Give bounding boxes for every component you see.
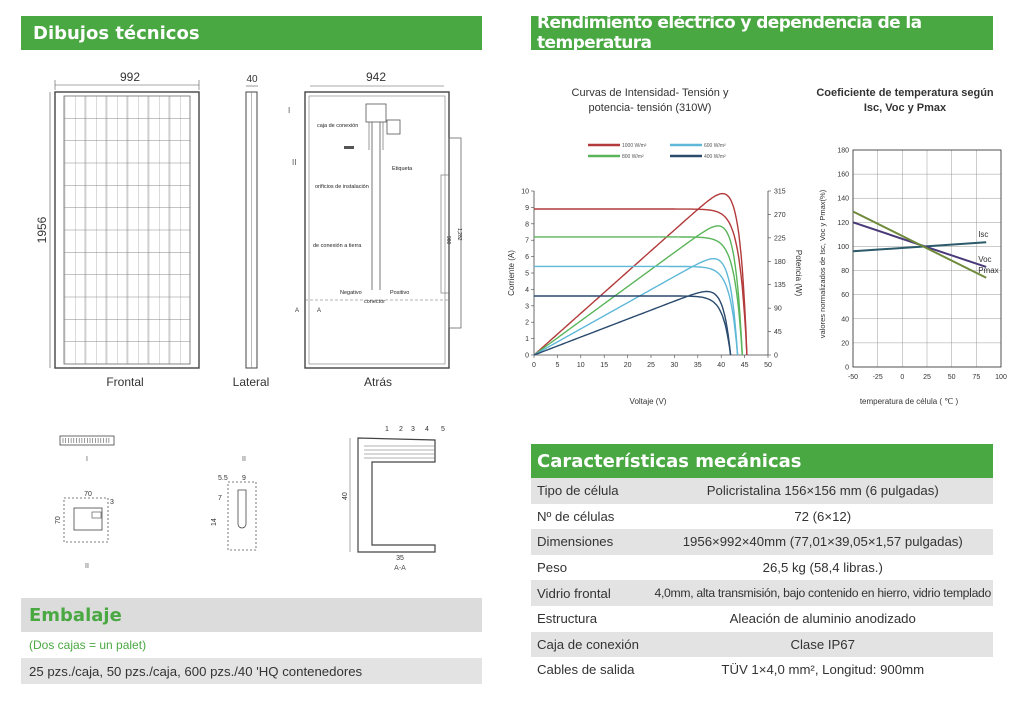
detail-3-dim-1: 5.5 (218, 475, 228, 482)
detail-1-label: I (86, 456, 88, 463)
spec-row (531, 555, 993, 581)
spec-value: Clase IP67 (652, 632, 993, 658)
temp-x-tick-label: -50 (847, 374, 859, 381)
detail-3-dim-3: 14 (211, 518, 218, 526)
iv-chart-title-line1: Curvas de Intensidad- Tensión y (571, 87, 729, 99)
drawings-title: Dibujos técnicos (33, 22, 200, 44)
dim-a-callout: 980 (445, 236, 451, 245)
technical-drawings (0, 60, 500, 590)
packaging-title: Embalaje (29, 604, 122, 626)
side-view-label: Lateral (232, 375, 270, 389)
iv-x-tick-label: 35 (693, 362, 702, 369)
temp-y-tick-label: 0 (845, 364, 849, 372)
spec-value: 26,5 kg (58,4 libras.) (652, 555, 993, 581)
junction-box-callout: caja de conexión (317, 123, 359, 129)
front-width-label: 992 (119, 70, 141, 84)
connector-callout: conector (364, 299, 386, 305)
spec-key: Dimensiones (531, 529, 652, 555)
iv-legend-600: 600 W/m² (704, 143, 726, 149)
packaging-details-row (21, 658, 482, 684)
performance-title: Rendimiento eléctrico y dependencia de la temperatura (537, 13, 922, 53)
detail-2-dim-2: 3 (110, 499, 114, 506)
iv-x-tick-label: 45 (740, 362, 749, 369)
packaging-details: 25 pzs./caja, 50 pzs./caja, 600 pzs./40 'HQ contenedores (29, 663, 363, 679)
iv-y2-tick-label: 45 (774, 329, 782, 337)
spec-row (531, 504, 993, 530)
iv-power-line (534, 292, 731, 356)
temp-series-label: Pmax (978, 265, 999, 275)
iv-y-tick-label: 4 (525, 286, 529, 294)
negative-callout: Negativo (340, 290, 362, 296)
temp-y-tick-label: 140 (837, 195, 849, 203)
iv-y2-tick-label: 225 (774, 235, 786, 243)
spec-row (531, 478, 993, 504)
detail-aa-drawing (342, 426, 445, 572)
iv-y-tick-label: 10 (521, 188, 529, 196)
back-roman-2: II (292, 158, 297, 167)
iv-xlabel: Voltaje (V) (629, 397, 667, 406)
section-a2: A (317, 308, 322, 314)
temp-series-label: Isc (978, 230, 989, 240)
temp-x-tick-label: 75 (972, 374, 981, 381)
detail-aa-label: A-A (394, 565, 406, 572)
iv-y-tick-label: 0 (525, 352, 529, 360)
spec-row (531, 657, 993, 683)
spec-row (531, 529, 993, 555)
detail-aa-dim-height: 40 (342, 492, 349, 500)
iv-x-tick-label: 10 (576, 362, 585, 369)
temp-x-tick-label: 0 (900, 374, 905, 381)
iv-y2label: Potencia (W) (794, 249, 803, 297)
performance-banner (531, 13, 993, 53)
spec-key: Nº de células (531, 504, 652, 530)
temp-y-tick-label: 160 (837, 171, 849, 179)
iv-y2-tick-label: 0 (774, 352, 778, 360)
spec-value: 4,0mm, alta transmisión, bajo contenido en hierro, vidrio templado (652, 580, 993, 606)
iv-x-tick-label: 25 (647, 362, 655, 369)
front-view-drawing (35, 70, 199, 389)
front-height-label: 1956 (35, 216, 49, 244)
back-view-label: Atrás (363, 375, 393, 389)
mounting-holes-callout: orificios de instalación (315, 184, 369, 190)
iv-ylabel: Corriente (A) (507, 250, 516, 296)
spec-key: Peso (531, 555, 652, 581)
detail-aa-num-1: 1 (385, 426, 389, 433)
iv-legend-1000: 1000 W/m² (622, 143, 647, 149)
spec-row (531, 580, 993, 606)
temp-xlabel: temperatura de célula ( ℃ ) (859, 397, 959, 406)
iv-x-tick-label: 40 (717, 362, 726, 369)
detail-3-dim-2: 9 (242, 475, 246, 482)
iv-chart-title-line2: potencia- tensión (310W) (588, 102, 712, 114)
iv-y2-tick-label: 180 (774, 258, 786, 266)
temp-y-tick-label: 60 (841, 292, 849, 300)
front-view-label: Frontal (106, 375, 144, 389)
temp-chart-title-line2: Isc, Voc y Pmax (863, 102, 947, 114)
detail-3-dim-4: 7 (218, 495, 222, 502)
temp-y-tick-label: 180 (837, 147, 849, 155)
mechanical-title: Características mecánicas (537, 450, 802, 472)
spec-key: Tipo de célula (531, 478, 652, 504)
spec-value: Policristalina 156×156 mm (6 pulgadas) (652, 478, 993, 504)
label-callout: Etiqueta (392, 166, 413, 172)
detail-2-label: II (85, 563, 89, 570)
iv-y-tick-label: 3 (525, 303, 529, 311)
iv-x-tick-label: 30 (670, 362, 679, 369)
iv-y2-tick-label: 270 (774, 211, 786, 219)
packaging-banner (21, 598, 482, 632)
temp-y-tick-label: 100 (837, 243, 849, 251)
detail-3-drawing (211, 456, 256, 550)
spec-key: Cables de salida (531, 657, 652, 683)
detail-2-dim-1: 70 (84, 491, 92, 498)
detail-aa-dim-width: 35 (396, 555, 404, 562)
detail-2-drawing (55, 491, 114, 570)
detail-2-dim-3: 70 (55, 516, 62, 524)
spec-value: 72 (6×12) (652, 504, 993, 530)
side-width-label: 40 (246, 74, 258, 85)
temp-y-tick-label: 40 (841, 316, 849, 324)
temperature-coefficient-chart (805, 80, 1010, 420)
dim-b-callout: 1,282 (456, 228, 462, 241)
iv-y2-tick-label: 90 (774, 305, 782, 313)
mechanical-banner (531, 444, 993, 478)
iv-y-tick-label: 1 (525, 336, 529, 344)
back-roman-1: I (288, 106, 291, 115)
ground-holes-callout: de conexión a tierra (313, 243, 362, 249)
back-width-label: 942 (365, 70, 387, 84)
spec-value: TÜV 1×4,0 mm², Longitud: 900mm (652, 657, 993, 683)
iv-power-line (534, 259, 738, 355)
iv-y-tick-label: 6 (525, 254, 529, 262)
spec-key: Estructura (531, 606, 652, 632)
detail-aa-num-3: 3 (411, 426, 415, 433)
positive-callout: Positivo (390, 290, 410, 296)
detail-aa-num-2: 2 (399, 426, 403, 433)
iv-legend-800: 800 W/m² (622, 154, 644, 160)
detail-aa-num-5: 5 (441, 426, 445, 433)
iv-y-tick-label: 5 (525, 270, 529, 278)
iv-power-line (534, 226, 742, 355)
detail-1-drawing (60, 436, 114, 463)
side-view-drawing (233, 74, 270, 389)
detail-aa-num-4: 4 (425, 426, 429, 433)
spec-row (531, 606, 993, 632)
iv-x-tick-label: 50 (764, 362, 772, 369)
iv-power-line (534, 194, 747, 355)
packaging-note: (Dos cajas = un palet) (29, 638, 147, 652)
temp-series-label: Voc (978, 254, 992, 264)
iv-y-tick-label: 9 (525, 204, 529, 212)
spec-row (531, 632, 993, 658)
packaging-note-row (21, 632, 482, 658)
iv-y-tick-label: 8 (525, 221, 529, 229)
mechanical-specs-table (531, 478, 993, 683)
iv-curve-chart (500, 80, 803, 420)
iv-x-tick-label: 15 (600, 362, 609, 369)
spec-key: Caja de conexión (531, 632, 652, 658)
temp-ylabel: valores normalizados de Isc, Voc y Pmax(%) (818, 189, 827, 339)
iv-legend (588, 143, 726, 160)
temp-x-tick-label: 100 (995, 374, 1007, 381)
back-view-drawing (288, 70, 462, 389)
drawings-banner (21, 16, 482, 50)
section-a1: A (295, 308, 300, 314)
temp-x-tick-label: -25 (872, 374, 883, 381)
temp-x-tick-label: 25 (923, 374, 931, 381)
detail-3-label: II (242, 456, 246, 463)
iv-current-line (534, 266, 738, 355)
spec-value: 1956×992×40mm (77,01×39,05×1,57 pulgadas) (652, 529, 993, 555)
iv-y2-tick-label: 315 (774, 188, 786, 196)
iv-y-tick-label: 2 (525, 319, 529, 327)
iv-x-tick-label: 5 (555, 362, 560, 369)
temp-y-tick-label: 80 (841, 268, 849, 276)
temp-y-tick-label: 20 (841, 340, 849, 348)
temp-x-tick-label: 50 (947, 374, 956, 381)
temp-chart-title-line1: Coeficiente de temperatura según (816, 87, 994, 99)
iv-x-tick-label: 0 (532, 362, 536, 369)
spec-key: Vidrio frontal (531, 580, 652, 606)
iv-current-line (534, 296, 731, 355)
temp-y-tick-label: 120 (837, 219, 849, 227)
iv-y-tick-label: 7 (525, 237, 529, 245)
iv-y2-tick-label: 135 (774, 282, 786, 290)
iv-x-tick-label: 20 (623, 362, 632, 369)
iv-current-line (534, 209, 747, 355)
iv-legend-400: 400 W/m² (704, 154, 726, 160)
spec-value: Aleación de aluminio anodizado (652, 606, 993, 632)
